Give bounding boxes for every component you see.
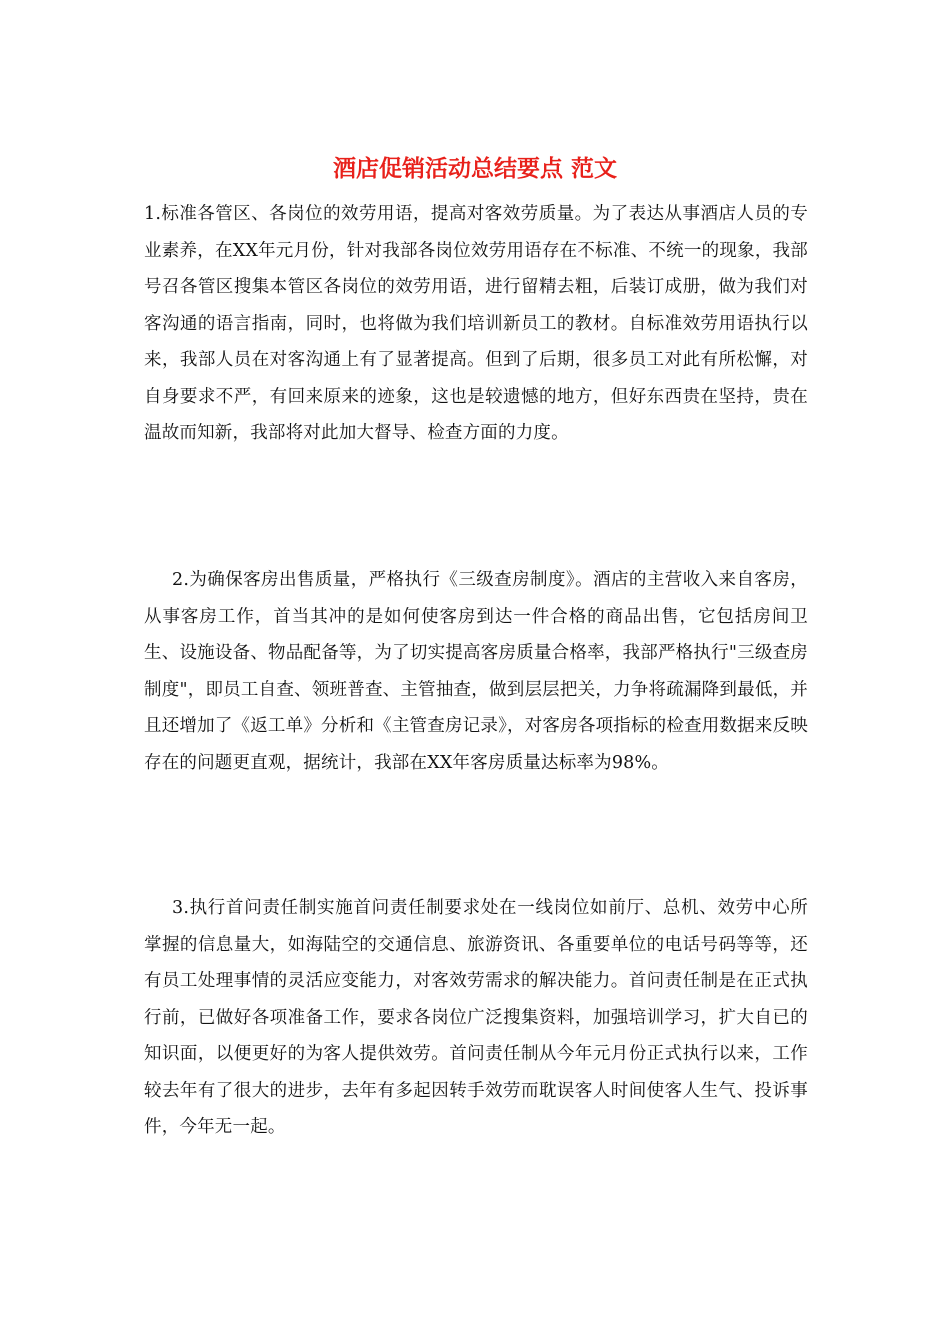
- paragraph-3: 3.执行首问责任制实施首问责任制要求处在一线岗位如前厅、总机、效劳中心所掌握的信息量大，如海陆空的交通信息、旅游资讯、各重要单位的电话号码等等，还有员工处理事情的灵活应变能力，对客效劳需求的解决能力。首问责任制是在正式执行前，已做好各项准备工作，要求各岗位广泛搜集资料，加强培训学习，扩大自已的知识面，以便更好的为客人提供效劳。首问责任制从今年元月份正式执行以来，工作较去年有了很大的进步，去年有多起因转手效劳而耽误客人时间使客人生气、投诉事件，今年无一起。: [144, 898, 808, 1137]
- document-title: 酒店促销活动总结要点 范文: [332, 155, 617, 182]
- paragraph-2: 2.为确保客房出售质量，严格执行《三级查房制度》。酒店的主营收入来自客房，从事客房工作，首当其冲的是如何使客房到达一件合格的商品出售，它包括房间卫生、设施设备、物品配备等，为了切实提高客房质量合格率，我部严格执行"三级查房制度"，即员工自查、领班普查、主管抽查，做到层层把关，力争将疏漏降到最低，并且还增加了《返工单》分析和《主管查房记录》，对客房各项指标的检查用数据来反映存在的问题更直观，据统计，我部在XX年客房质量达标率为98%。: [144, 570, 808, 773]
- paragraph-1: 1.标准各管区、各岗位的效劳用语，提高对客效劳质量。为了表达从事酒店人员的专业素养，在XX年元月份，针对我部各岗位效劳用语存在不标准、不统一的现象，我部号召各管区搜集本管区各岗位的效劳用语，进行留精去粗，后装订成册，做为我们对客沟通的语言指南，同时，也将做为我们培训新员工的教材。自标准效劳用语执行以来，我部人员在对客沟通上有了显著提高。但到了后期，很多员工对此有所松懈，对自身要求不严，有回来原来的迹象，这也是较遗憾的地方，但好东西贵在坚持，贵在温故而知新，我部将对此加大督导、检查方面的力度。: [144, 204, 808, 443]
